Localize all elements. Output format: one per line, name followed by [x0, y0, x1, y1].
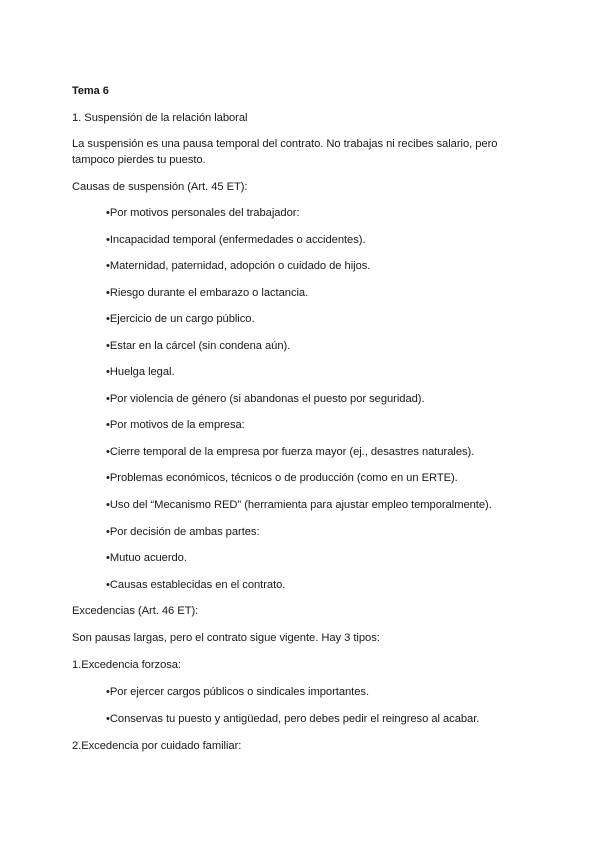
causes-list-item: •Riesgo durante el embarazo o lactancia.: [106, 287, 309, 299]
section-heading: 1. Suspensión de la relación laboral: [72, 112, 248, 124]
forzosa-list-item: •Por ejercer cargos públicos o sindicales importantes.: [106, 686, 370, 698]
familiar-heading: 2.Excedencia por cuidado familiar:: [72, 740, 242, 752]
document-title: Tema 6: [72, 85, 109, 97]
causes-list-item: •Problemas económicos, técnicos o de producción (como en un ERTE).: [106, 472, 458, 484]
intro-paragraph-line-2: tampoco pierdes tu puesto.: [72, 154, 206, 166]
causes-list-item: •Incapacidad temporal (enfermedades o accidentes).: [106, 234, 366, 246]
excedencias-heading: Excedencias (Art. 46 ET):: [72, 605, 199, 617]
causes-list-item: •Huelga legal.: [106, 366, 175, 378]
causes-list-item: •Mutuo acuerdo.: [106, 552, 187, 564]
causes-list-item: •Cierre temporal de la empresa por fuerza mayor (ej., desastres naturales).: [106, 446, 475, 458]
causes-list-item: •Por decisión de ambas partes:: [106, 526, 260, 538]
excedencias-intro: Son pausas largas, pero el contrato sigue vigente. Hay 3 tipos:: [72, 632, 380, 644]
causes-list-item: •Por violencia de género (si abandonas el puesto por seguridad).: [106, 393, 425, 405]
causes-list-item: •Causas establecidas en el contrato.: [106, 579, 286, 591]
causes-list-item: •Uso del “Mecanismo RED” (herramienta para ajustar empleo temporalmente).: [106, 499, 492, 511]
intro-paragraph-line-1: La suspensión es una pausa temporal del contrato. No trabajas ni recibes salario, pero: [72, 138, 498, 150]
causes-list-item: •Por motivos de la empresa:: [106, 419, 245, 431]
causes-heading: Causas de suspensión (Art. 45 ET):: [72, 181, 248, 193]
causes-list-item: •Por motivos personales del trabajador:: [106, 207, 300, 219]
causes-list-item: •Estar en la cárcel (sin condena aún).: [106, 340, 291, 352]
forzosa-heading: 1.Excedencia forzosa:: [72, 659, 182, 671]
causes-list-item: •Ejercicio de un cargo público.: [106, 313, 255, 325]
forzosa-list-item: •Conservas tu puesto y antigüedad, pero debes pedir el reingreso al acabar.: [106, 713, 480, 725]
causes-list-item: •Maternidad, paternidad, adopción o cuidado de hijos.: [106, 260, 371, 272]
